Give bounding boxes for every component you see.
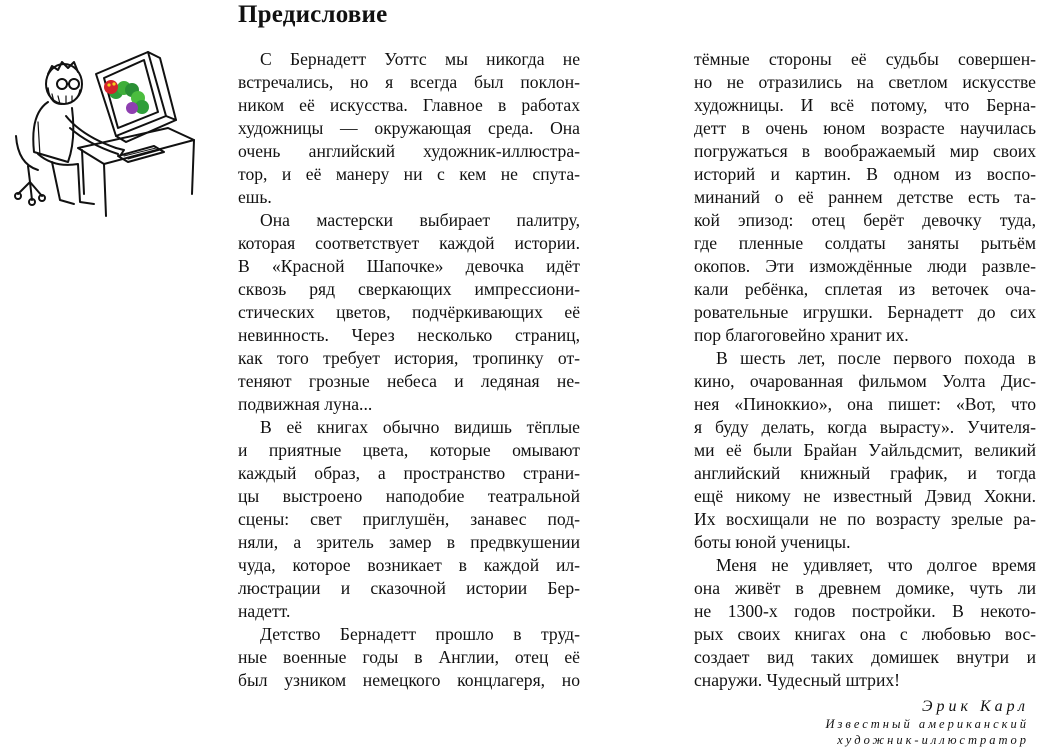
- text-line: тор, и её манеру ни с кем не спута-: [238, 164, 580, 184]
- text-line: тёмные стороны её судьбы совершен-: [694, 49, 1036, 69]
- text-line: кали ребёнка, сплетая из веточек оча-: [694, 279, 1036, 299]
- text-line: ником её искусства. Главное в работах: [238, 95, 580, 115]
- text-line: рых своих книгах она с любовью вос-: [694, 624, 1036, 644]
- text-line: ми её были Брайан Уайльдсмит, великий: [694, 440, 1036, 460]
- text-column-right: [694, 48, 1036, 692]
- text-line: В шесть лет, после первого похода в: [716, 348, 1036, 368]
- page-title: Предисловие: [238, 1, 388, 28]
- text-line: цы выстроено наподобие театральной: [238, 486, 580, 506]
- text-line: боты юной ученицы.: [694, 532, 851, 552]
- man-at-computer-illustration: [8, 44, 198, 220]
- text-line: художницы. И всё потому, что Берна-: [694, 95, 1036, 115]
- text-line: она живёт в древнем домике, чуть ли: [694, 578, 1036, 598]
- text-line: ешь.: [238, 187, 272, 207]
- author-role-line-1: Известный американский: [825, 717, 1029, 731]
- text-line: окопов. Эти измождённые люди развле-: [694, 256, 1036, 276]
- text-line: ные военные годы в Англии, отец её: [238, 647, 580, 667]
- text-line: погружаться в воображаемый мир своих: [694, 141, 1036, 161]
- text-line: Детство Бернадетт прошло в труд-: [260, 624, 580, 644]
- text-line: снаружи. Чудесный штрих!: [694, 670, 901, 690]
- text-line: английский книжный график, и тогда: [694, 463, 1036, 483]
- text-line: историй и картин. В одном из воспо-: [694, 164, 1036, 184]
- text-line: невинность. Через несколько страниц,: [238, 325, 580, 345]
- text-line: я буду делать, когда вырасту». Учителя-: [694, 417, 1036, 437]
- text-line: В «Красной Шапочке» девочка идёт: [238, 256, 580, 276]
- author-signature: Эрик Карл: [922, 698, 1029, 715]
- text-column-left: [238, 48, 580, 692]
- text-line: кино, очарованная фильмом Уолта Дис-: [694, 371, 1036, 391]
- text-line: стических цветов, подчёркивающих её: [238, 302, 580, 322]
- text-line: где пленные солдаты заняты рытьём: [694, 233, 1036, 253]
- text-line: нея «Пиноккио», она пишет: «Вот, что: [694, 394, 1036, 414]
- text-line: каждый образ, а пространство страни-: [238, 463, 580, 483]
- text-line: В её книгах обычно видишь тёплые: [260, 417, 580, 437]
- text-line: сквозь ряд сверкающих импрессиони-: [238, 279, 580, 299]
- text-line: детт в очень юном возрасте научилась: [694, 118, 1036, 138]
- text-line: сцены: свет приглушён, занавес под-: [238, 509, 580, 529]
- text-line: не 1300-х годов постройки. В некото-: [694, 601, 1036, 621]
- text-line: ещё никому не известный Дэвид Хокни.: [694, 486, 1036, 506]
- text-line: минаний о её раннем детстве есть та-: [694, 187, 1036, 207]
- text-line: ровательные игрушки. Бернадетт до сих: [694, 302, 1036, 322]
- text-line: теняют грозные небеса и ледяная не-: [238, 371, 580, 391]
- text-line: Она мастерски выбирает палитру,: [260, 210, 580, 230]
- text-line: но не отразились на светлом искусстве: [694, 72, 1036, 92]
- text-line: художницы — окружающая среда. Она: [238, 118, 580, 138]
- text-line: надетт.: [238, 601, 291, 621]
- text-line: создает вид таких домишек внутри и: [694, 647, 1036, 667]
- text-line: чуда, которое возникает в каждой ил-: [238, 555, 580, 575]
- text-line: которая соответствует каждой истории.: [238, 233, 580, 253]
- text-line: очень английский художник-иллюстра-: [238, 141, 580, 161]
- text-line: Меня не удивляет, что долгое время: [716, 555, 1036, 575]
- text-line: встречались, но я всегда был поклон-: [238, 72, 580, 92]
- text-line: был узником немецкого концлагеря, но: [238, 670, 580, 690]
- text-line: Их восхищали не по возрасту зрелые ра-: [694, 509, 1036, 529]
- text-line: пор благоговейно хранит их.: [694, 325, 909, 345]
- text-line: кой эпизод: отец берёт девочку туда,: [694, 210, 1036, 230]
- text-line: подвижная луна...: [238, 394, 373, 414]
- text-line: как того требует история, тропинку от-: [238, 348, 580, 368]
- text-line: люстрации и сказочной истории Бер-: [238, 578, 580, 598]
- text-line: и приятные цвета, которые омывают: [238, 440, 580, 460]
- author-role-line-2: художник-иллюстратор: [837, 733, 1029, 747]
- text-line: С Бернадетт Уоттс мы никогда не: [260, 49, 580, 69]
- text-line: няли, а зритель замер в предвкушении: [238, 532, 580, 552]
